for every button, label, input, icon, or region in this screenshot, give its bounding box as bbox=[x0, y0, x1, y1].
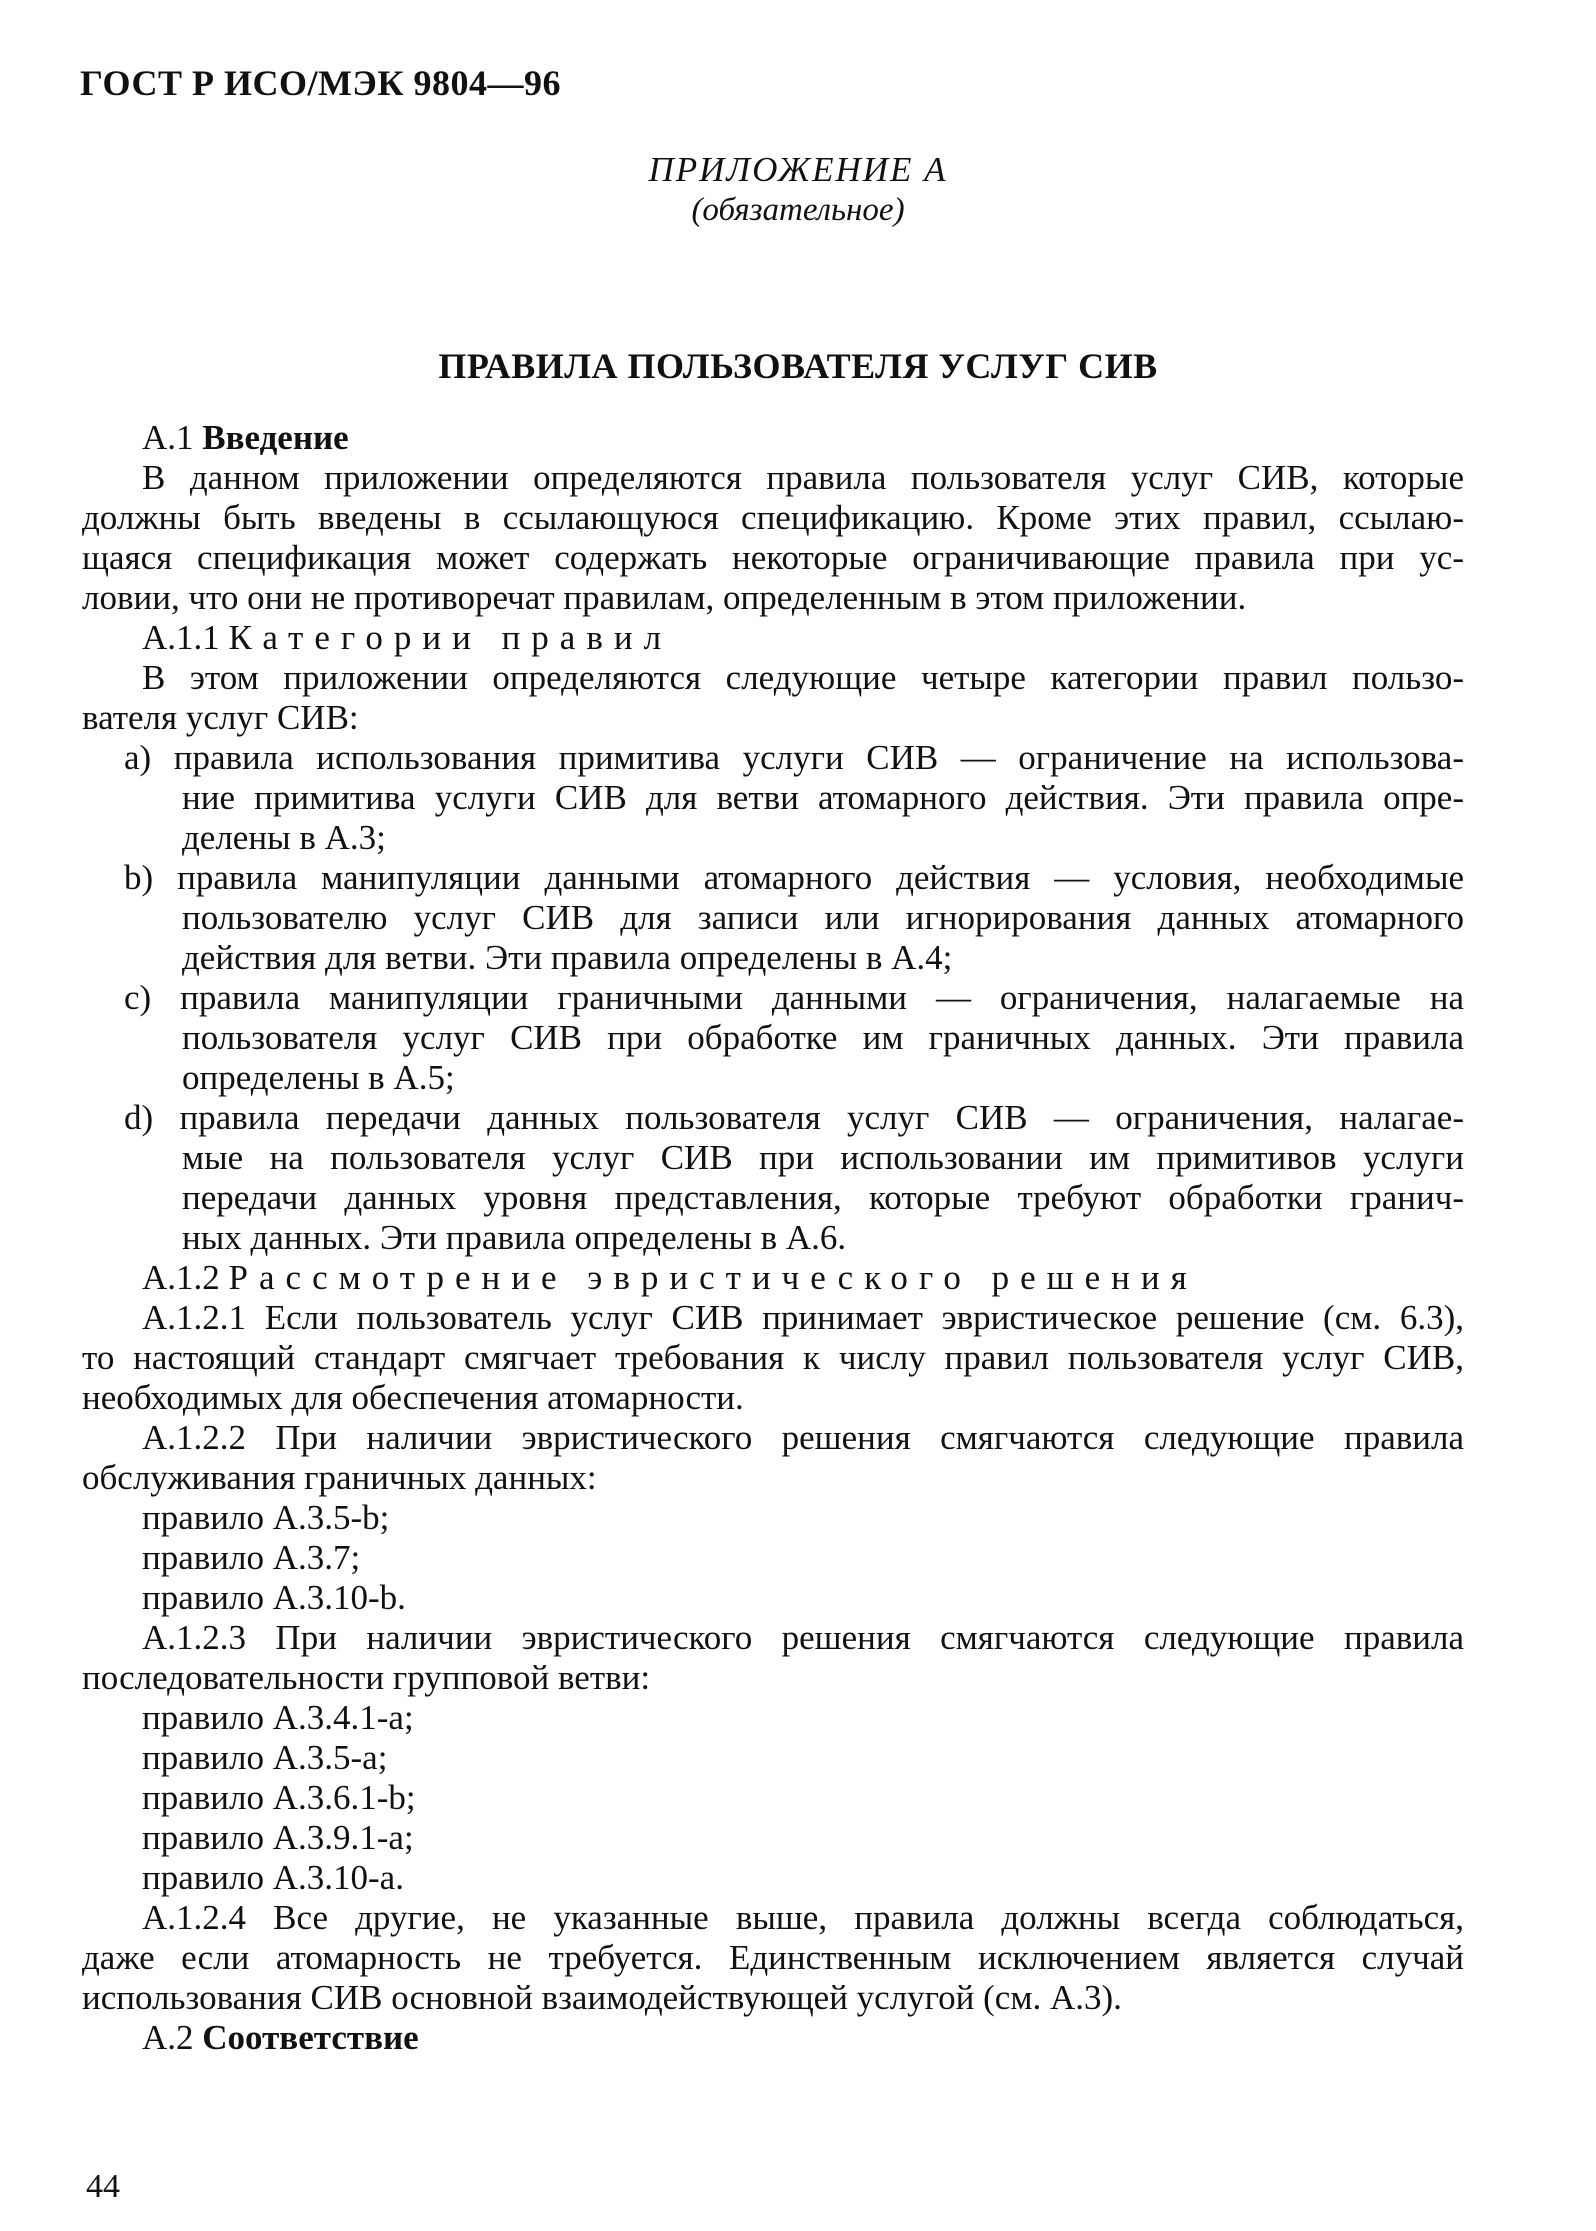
list-item: а) правила использования примитива услуги СИВ — ограничение на использова- bbox=[124, 738, 1464, 777]
rule-reference: правило А.3.10-b. bbox=[142, 1578, 406, 1617]
paragraph-line: необходимых для обеспечения атомарности. bbox=[82, 1378, 744, 1417]
section-title: Рассмотрение эвристического решения bbox=[228, 1258, 1198, 1297]
paragraph-line: А.1.2.3 При наличии эвристического решения смягчаются следующие правила bbox=[142, 1618, 1464, 1657]
paragraph-line: вателя услуг СИВ: bbox=[82, 698, 359, 737]
page-number: 44 bbox=[86, 2168, 120, 2205]
paragraph-line: даже если атомарность не требуется. Единственным исключением является случай bbox=[82, 1938, 1464, 1977]
section-heading-a11 bbox=[82, 618, 1464, 658]
list-item: b) правила манипуляции данными атомарного действия — условия, необходимые bbox=[124, 858, 1464, 897]
document-code: ГОСТ Р ИСО/МЭК 9804—96 bbox=[80, 63, 561, 103]
paragraph-line: щаяся спецификация может содержать некоторые ограничивающие правила при ус- bbox=[82, 538, 1464, 577]
paragraph-line: А.1.2.4 Все другие, не указанные выше, правила должны всегда соблюдаться, bbox=[142, 1898, 1464, 1937]
paragraph-line: А.1.2.2 При наличии эвристического решения смягчаются следующие правила bbox=[142, 1418, 1464, 1457]
section-number: А.2 bbox=[142, 2018, 194, 2057]
paragraph-line: использования СИВ основной взаимодействующей услугой (см. А.3). bbox=[82, 1978, 1122, 2017]
rule-reference: правило А.3.9.1-а; bbox=[142, 1818, 414, 1857]
paragraph-line: А.1.2.1 Если пользователь услуг СИВ принимает эвристическое решение (см. 6.3), bbox=[142, 1298, 1464, 1337]
rule-reference: правило А.3.4.1-а; bbox=[142, 1698, 414, 1737]
paragraph-line: то настоящий стандарт смягчает требования к числу правил пользователя услуг СИВ, bbox=[82, 1338, 1464, 1377]
section-heading-a2 bbox=[82, 2018, 1464, 2058]
annex-status: (обязательное) bbox=[691, 192, 905, 228]
list-item-line: ных данных. Эти правила определены в А.6. bbox=[182, 1218, 847, 1257]
list-item-line: пользователя услуг СИВ при обработке им граничных данных. Эти правила bbox=[182, 1018, 1464, 1057]
list-item-line: мые на пользователя услуг СИВ при использовании им примитивов услуги bbox=[182, 1138, 1464, 1177]
annex-title: ПРИЛОЖЕНИЕ А bbox=[648, 150, 948, 189]
list-item: d) правила передачи данных пользователя услуг СИВ — ограничения, налагае- bbox=[124, 1098, 1464, 1137]
list-item-line: пользователю услуг СИВ для записи или игнорирования данных атомарного bbox=[182, 898, 1464, 937]
list-item-line: определены в А.5; bbox=[182, 1058, 455, 1097]
rule-reference: правило А.3.6.1-b; bbox=[142, 1778, 416, 1817]
paragraph-line: ловии, что они не противоречат правилам, определенным в этом приложении. bbox=[82, 578, 1247, 617]
paragraph-line: должны быть введены в ссылающуюся спецификацию. Кроме этих правил, ссылаю- bbox=[82, 498, 1464, 537]
section-number: А.1.1 bbox=[142, 618, 220, 657]
section-heading-a12 bbox=[82, 1258, 1464, 1298]
document-body bbox=[82, 418, 1464, 2058]
list-item-line: передачи данных уровня представления, которые требуют обработки гранич- bbox=[182, 1178, 1464, 1217]
paragraph-line: В этом приложении определяются следующие четыре категории правил пользо- bbox=[142, 658, 1464, 697]
paragraph-line: последовательности групповой ветви: bbox=[82, 1658, 651, 1697]
page-title: ПРАВИЛА ПОЛЬЗОВАТЕЛЯ УСЛУГ СИВ bbox=[438, 346, 1158, 386]
paragraph-line: обслуживания граничных данных: bbox=[82, 1458, 597, 1497]
paragraph-line: В данном приложении определяются правила пользователя услуг СИВ, которые bbox=[142, 458, 1464, 497]
rule-reference: правило А.3.7; bbox=[142, 1538, 361, 1577]
list-item: с) правила манипуляции граничными данными — ограничения, налагаемые на bbox=[124, 978, 1464, 1017]
section-title: Соответствие bbox=[202, 2018, 419, 2057]
section-number: А.1.2 bbox=[142, 1258, 220, 1297]
section-heading-a1 bbox=[82, 418, 1464, 458]
list-item-line: ние примитива услуги СИВ для ветви атомарного действия. Эти правила опре- bbox=[182, 778, 1464, 817]
list-item-line: действия для ветви. Эти правила определены в А.4; bbox=[182, 938, 953, 977]
rule-reference: правило А.3.5-а; bbox=[142, 1738, 388, 1777]
rule-reference: правило А.3.10-а. bbox=[142, 1858, 404, 1897]
section-title: Категории правил bbox=[228, 618, 673, 657]
section-title: Введение bbox=[202, 418, 349, 457]
section-number: А.1 bbox=[142, 418, 194, 457]
rule-reference: правило А.3.5-b; bbox=[142, 1498, 390, 1537]
list-item-line: делены в А.3; bbox=[182, 818, 386, 857]
